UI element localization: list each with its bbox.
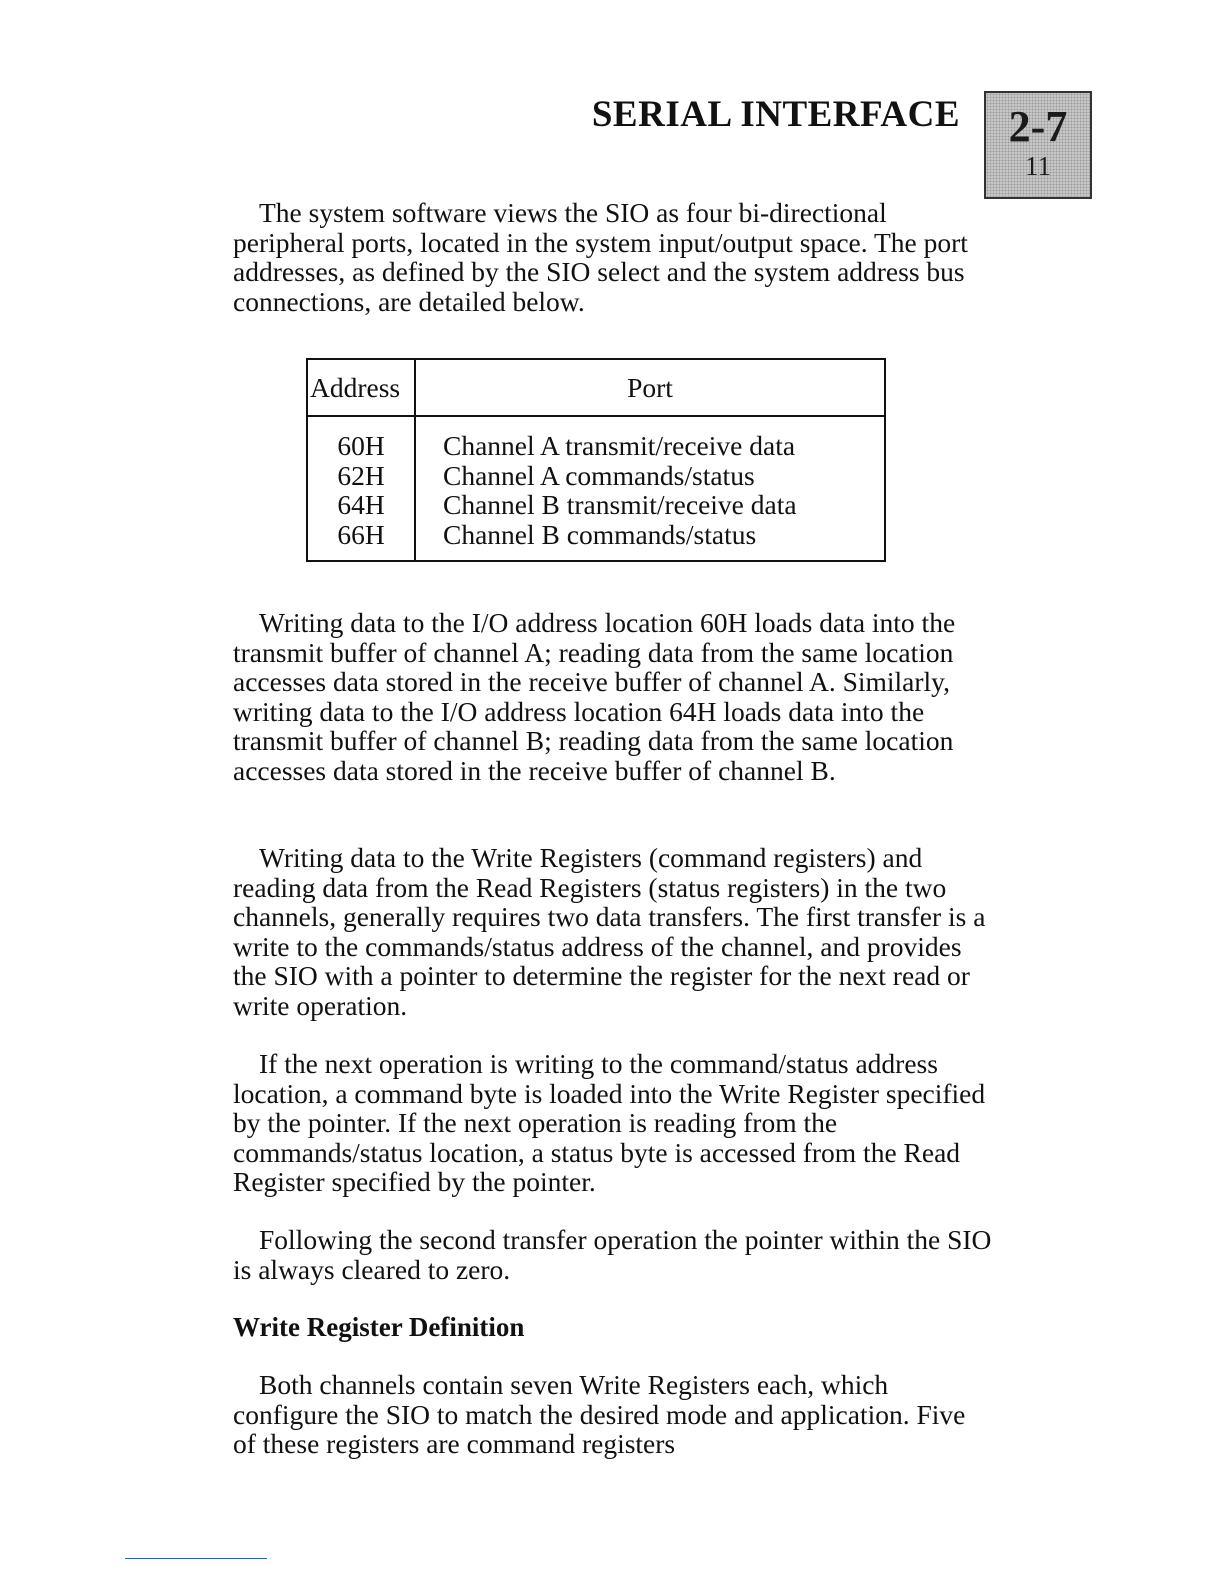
footer-rule xyxy=(125,1558,267,1559)
section-tab xyxy=(984,91,1092,199)
address-cell: 62H xyxy=(337,459,385,491)
page-title: SERIAL INTERFACE xyxy=(591,94,960,135)
body-paragraph: Writing data to the I/O address location 60H loads data into the transmit buffer of channel A; reading data from the same location accesses data stored in the receive buffer of channel A. Similarly, writing data to the I/O address location 64H loads data into the transmit buffer of channel B; reading data from the same location accesses data stored in the receive buffer of channel B. xyxy=(233,607,956,786)
port-address-table xyxy=(306,358,886,562)
section-paragraph: Both channels contain seven Write Registers each, which configure the SIO to match the desired mode and application. Five of these registers are command registers xyxy=(233,1369,966,1459)
table-row xyxy=(308,520,884,550)
table-header-port: Port xyxy=(627,372,673,403)
table-header-divider xyxy=(308,415,884,417)
port-cell: Channel A transmit/receive data xyxy=(443,430,796,461)
chapter-number: 2-7 xyxy=(1008,102,1068,151)
table-row xyxy=(308,490,884,520)
body-paragraph: Following the second transfer operation the pointer within the SIO is always cleared to zero. xyxy=(233,1224,992,1285)
port-cell: Channel B commands/status xyxy=(443,518,757,550)
table-body xyxy=(308,431,884,549)
table-header-address: Address xyxy=(310,372,401,403)
port-cell: Channel B transmit/receive data xyxy=(443,489,797,520)
section-heading: Write Register Definition xyxy=(233,1312,525,1342)
body-paragraph: Writing data to the Write Registers (command registers) and reading data from the Read Registers (status registers) in the two channels, generally requires two data transfers. The first transfer is a write to the commands/status address of the channel, and provides the SIO with a pointer to determine the register for the next read or write operation. xyxy=(233,842,986,1021)
port-cell: Channel A commands/status xyxy=(443,459,755,491)
address-cell: 64H xyxy=(337,489,385,520)
table-row xyxy=(308,431,884,461)
address-cell: 66H xyxy=(337,518,385,550)
body-paragraph: If the next operation is writing to the command/status address location, a command byte is loaded into the Write Register specified by the pointer. If the next operation is reading from the commands/status location, a status byte is accessed from the Read Register specified by the pointer. xyxy=(233,1048,986,1197)
address-cell: 60H xyxy=(337,430,385,461)
intro-paragraph: The system software views the SIO as four bi-directional peripheral ports, located in the system input/output space. The port addresses, as defined by the SIO select and the system address bus connections, are detailed below. xyxy=(233,197,968,317)
table-row xyxy=(308,461,884,491)
page-number: 11 xyxy=(1025,151,1051,181)
